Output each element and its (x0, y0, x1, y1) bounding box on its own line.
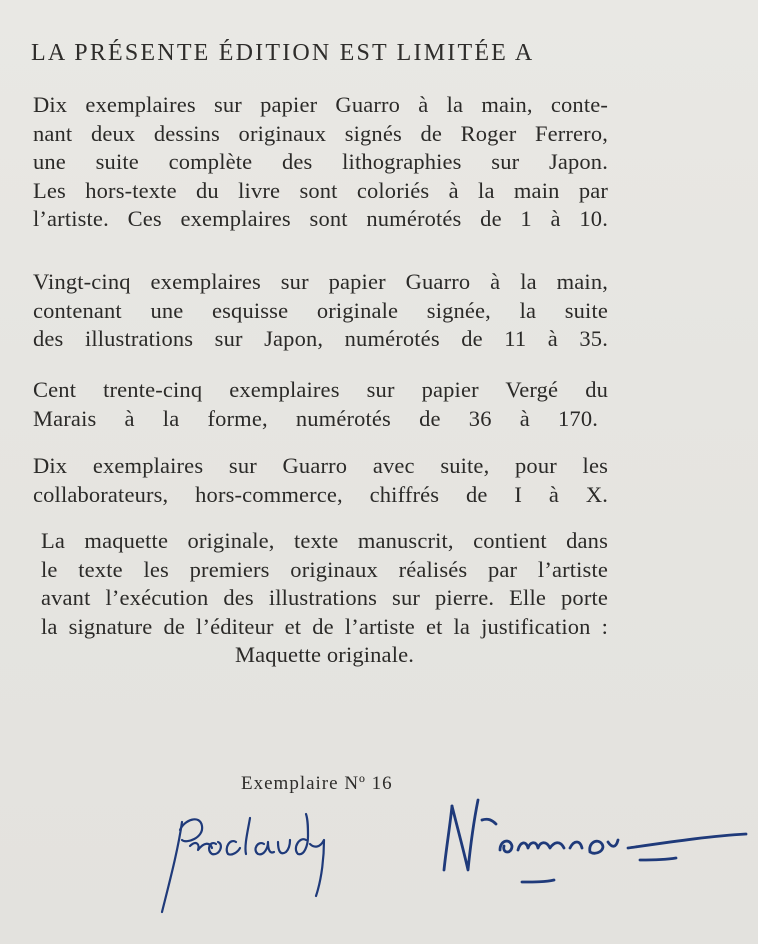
text-line: Vingt-cinq exemplaires sur papier Guarro à la main, (33, 269, 608, 294)
text-line: avant l’exécution des illustrations sur pierre. Elle porte (41, 585, 608, 610)
text-line: Les hors-texte du livre sont coloriés à la main par (33, 177, 608, 203)
text-line: Cent trente-cinq exemplaires sur papier Vergé du (33, 377, 608, 402)
text-line: l’artiste. Ces exemplaires sont numérotés de 1 à 10. (33, 206, 608, 231)
text-line: le texte les premiers originaux réalisés par l’artiste (41, 556, 608, 582)
signature-right (430, 790, 750, 900)
edition-heading: LA PRÉSENTE ÉDITION EST LIMITÉE A (31, 40, 535, 66)
text-line: Marais à la forme, numérotés de 36 à 170. (33, 405, 598, 431)
text-line: des illustrations sur Japon, numérotés de 11 à 35. (33, 326, 608, 351)
paragraph-verge-du-marais (33, 376, 608, 433)
text-line: collaborateurs, hors-commerce, chiffrés de I à X. (33, 481, 608, 507)
text-line: la signature de l’éditeur et de l’artiste et la justification : (41, 613, 608, 639)
text-line: Maquette originale. (234, 642, 415, 667)
paragraph-maquette (41, 527, 608, 670)
text-line: nant deux dessins originaux signés de Roger Ferrero, (33, 120, 608, 146)
text-line: contenant une esquisse originale signée, la suite (33, 297, 608, 323)
text-line: Dix exemplaires sur Guarro avec suite, pour les (33, 453, 608, 478)
text-line: Dix exemplaires sur papier Guarro à la main, conte- (33, 92, 608, 117)
text-line: une suite complète des lithographies sur Japon. (33, 149, 608, 174)
paragraph-guarro-twentyfive (33, 268, 608, 354)
signature-left (140, 800, 340, 920)
exemplaire-number: Exemplaire Nº 16 (241, 773, 393, 794)
paragraph-guarro-ten (33, 91, 608, 234)
text-line: La maquette originale, texte manuscrit, contient dans (41, 528, 608, 553)
paragraph-collaborateurs (33, 452, 608, 509)
